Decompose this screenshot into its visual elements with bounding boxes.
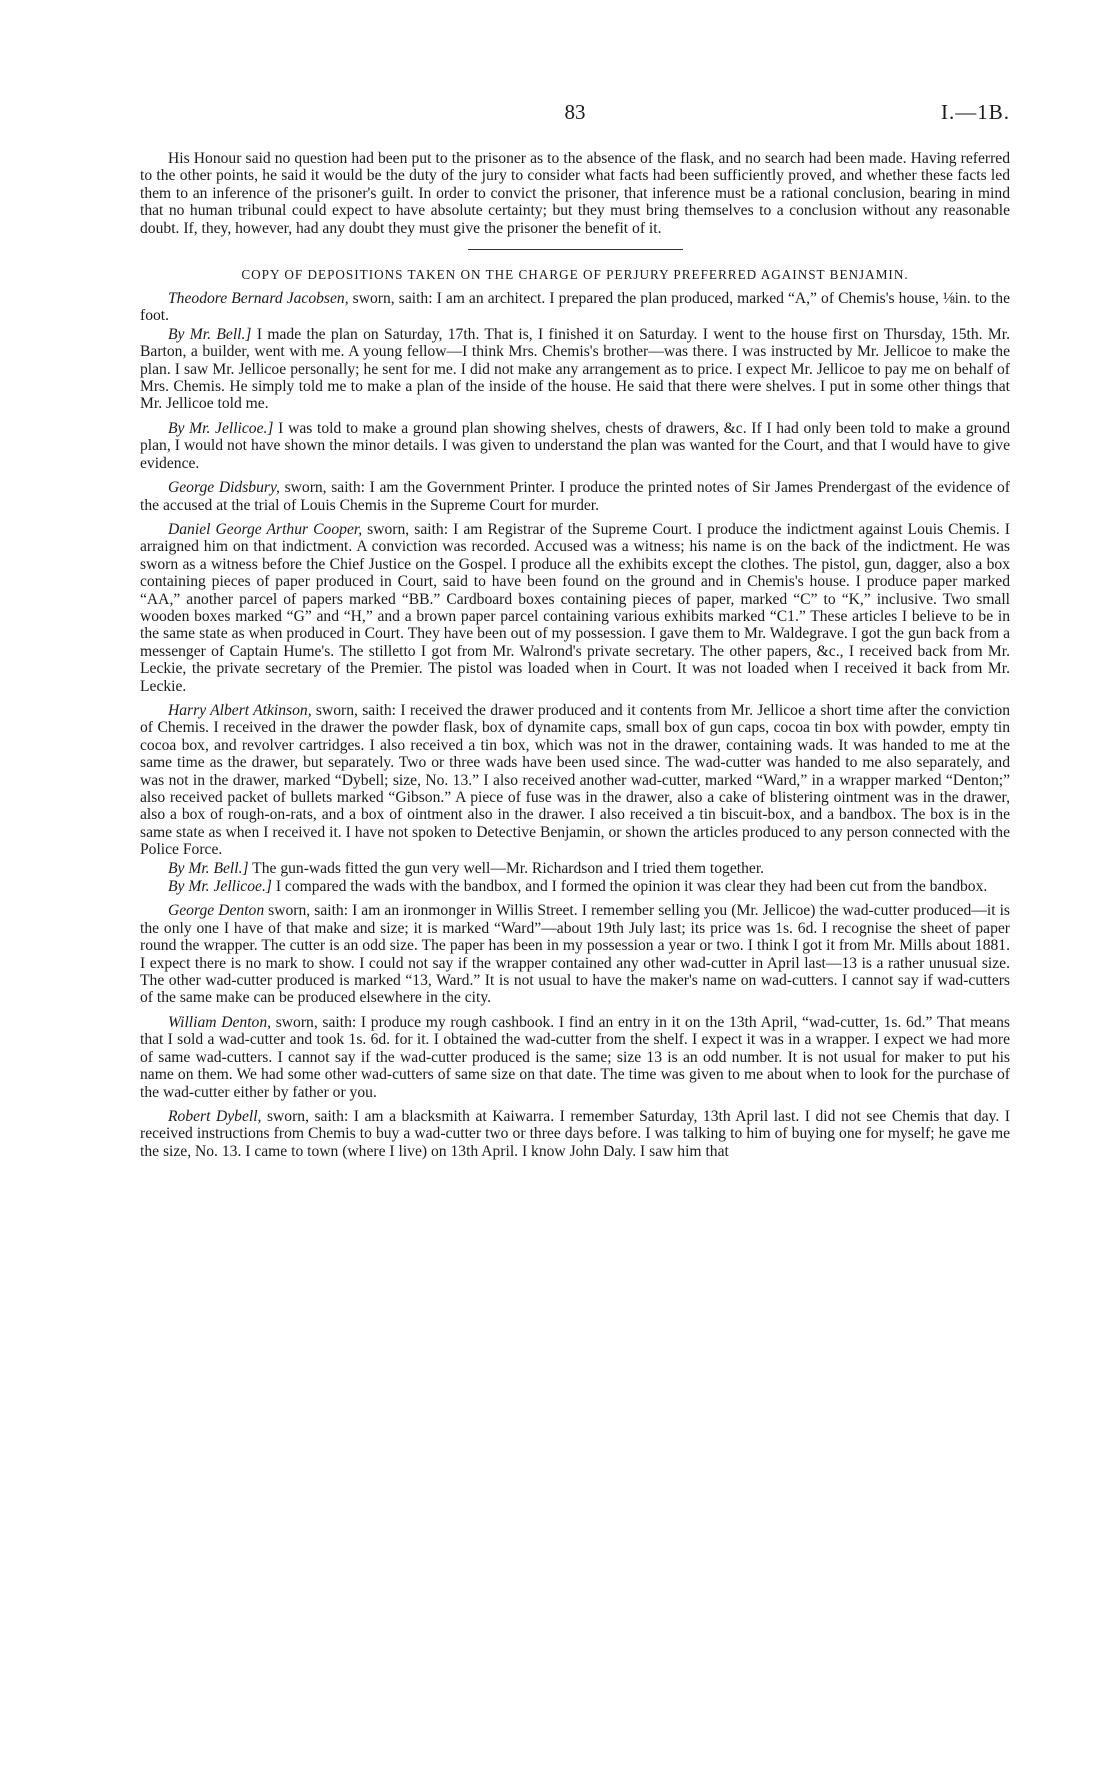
deposition-paragraph [140,860,1010,877]
deposition-text: sworn, saith: I am a blacksmith at Kaiwarra. I remember Saturday, 13th April last. I did not see Chemis that day. I received instructions from Chemis to buy a wad-cutter two or three days before. I was talking to him of buying one for myself; he gave me the size, No. 13. I came to town (where I live) on 13th April. I know John Daly. I saw him that [140,1107,1010,1160]
deposition-paragraph [140,479,1010,514]
speaker-name: Daniel George Arthur Cooper, [168,520,363,538]
deposition-text: sworn, saith: I produce my rough cashbook. I find an entry in it on the 13th April, “wad-cutter, 1s. 6d.” That means that I sold a wad-cutter and took 1s. 6d. for it. I obtained the wad-cutter from the shelf. I expect it was in a wrapper. I expect we had more of same wad-cutters. I cannot say if the wad-cutter produced is the same; size 13 is an odd number. It is not usual for maker to put his name on them. We had some other wad-cutters of same size on that date. The time was given to me about when to look for the purchase of the wad-cutter either by father or you. [140,1013,1010,1101]
deposition-paragraph [140,420,1010,472]
document-code: I.—1B. [941,100,1010,124]
speaker-name: William Denton, [168,1013,272,1031]
deposition-paragraph [140,290,1010,325]
speaker-name: Theodore Bernard Jacobsen, [168,290,349,308]
speaker-name: By Mr. Bell.] [168,859,249,877]
speaker-name: By Mr. Jellicoe.] [168,419,274,437]
deposition-text: sworn, saith: I received the drawer produced and it contents from Mr. Jellicoe a short time after the conviction of Chemis. I received in the drawer the powder flask, box of dynamite caps, small box of gun caps, cocoa tin box with powder, empty tin cocoa box, and revolver cartridges. I also received a tin box, which was not in the drawer, containing wads. It was handed to me at the same time as the drawer, but separately. Two or three wads have been used since. The wad-cutter was handed to me also separately, and was not in the drawer, marked “Dybell; size, No. 13.” I also received another wad-cutter, marked “Ward,” in a wrapper marked “Denton;” also received packet of bullets marked “Gibson.” A piece of fuse was in the drawer, also a cake of blistering ointment was in the drawer, also a box of rough-on-rats, and a box of ointment also in the drawer. I also received a tin biscuit-box, and a bandbox. The box is in the same state as when I received it. I have not spoken to Detective Benjamin, or shown the articles produced to any person connected with the Police Force. [140,701,1010,859]
deposition-paragraph [140,878,1010,895]
deposition-paragraph [140,326,1010,413]
intro-paragraph: His Honour said no question had been put to the prisoner as to the absence of the flask, and no search had been made. Having referred to the other points, he said it would be the duty of the jury to consider what facts had been sufficiently proved, and whether these facts led them to an inference of the prisoner's guilt. In order to convict the prisoner, that inference must be a rational conclusion, bearing in mind that no human tribunal could expect to have absolute certainty; but they must bring themselves to a conclusion without any reasonable doubt. If, they, however, had any doubt they must give the prisoner the benefit of it. [140,150,1010,237]
section-heading: COPY OF DEPOSITIONS TAKEN ON THE CHARGE OF PERJURY PREFERRED AGAINST BENJAMIN. [241,267,909,283]
intro-section [140,150,1010,237]
deposition-paragraph [140,702,1010,859]
deposition-text: I made the plan on Saturday, 17th. That is, I finished it on Saturday. I went to the house first on Thursday, 15th. Mr. Barton, a builder, went with me. A young fellow—I think Mrs. Chemis's brother—was there. I was instructed by Mr. Jellicoe to make the plan. I saw Mr. Jellicoe personally; he sent for me. I did not make any arrangement as to price. I expect Mr. Jellicoe to pay me on behalf of Mrs. Chemis. He simply told me to make a plan of the inside of the house. He said that there were shelves. I put in some other things that Mr. Jellicoe told me. [140,325,1010,413]
deposition-paragraph [140,1014,1010,1101]
deposition-text: sworn, saith: I am Registrar of the Supreme Court. I produce the indictment against Louis Chemis. I arraigned him on that indictment. A conviction was recorded. Accused was a witness; his name is on the back of the indictment. He was sworn as a witness before the Chief Justice on the Gospel. I produce all the exhibits except the clothes. The pistol, gun, dagger, also a box containing pieces of paper produced in Court, said to have been found on the ground and in Chemis's house. I produce paper marked “AA,” another parcel of papers marked “BB.” Cardboard boxes containing pieces of paper, marked “C” to “K,” inclusive. Two small wooden boxes marked “G” and “H,” and a brown paper parcel containing various exhibits marked “C1.” These articles I believe to be in the same state as when produced in Court. They have been out of my possession. I gave them to Mr. Waldegrave. I got the gun back from a messenger of Captain Hume's. The stilletto I got from Mr. Walrond's private secretary. The other papers, &c., I received back from Mr. Leckie, the private secretary of the Premier. The pistol was loaded when in Court. It was not loaded when I received it back from Mr. Leckie. [140,520,1010,695]
speaker-name: George Denton [168,902,265,920]
speaker-name: George Didsbury, [168,479,280,497]
page-header [140,100,1010,134]
speaker-name: By Mr. Jellicoe.] [168,878,272,896]
deposition-text: sworn, saith: I am the Government Printer. I produce the printed notes of Sir James Prendergast of the evidence of the accused at the trial of Louis Chemis in the Supreme Court for murder. [140,479,1010,514]
deposition-paragraph [140,521,1010,695]
deposition-text: I was told to make a ground plan showing shelves, chests of drawers, &c. If I had only been told to make a ground plan, I would not have shown the minor details. I was given to understand the plan was wanted for the Court, and that I would have to give evidence. [140,419,1010,472]
deposition-text: The gun-wads fitted the gun very well—Mr. Richardson and I tried them together. [248,859,765,877]
deposition-text: sworn, saith: I am an ironmonger in Willis Street. I remember selling you (Mr. Jellicoe) the wad-cutter produced—it is the only one I have of that make and size; it is marked “Ward”—about 19th July last; its price was 1s. 6d. I recognise the sheet of paper round the wrapper. The cutter is an odd size. The paper has been in my possession a year or two. I think I got it from Mr. Mills about 1881. I expect there is no mark to show. I could not say if the wrapper contained any other wad-cutter in April last—13 is a rather unusual size. The other wad-cutter produced is marked “13, Ward.” It is not usual to have the maker's name on wad-cutters. I cannot say if wad-cutters of the same make can be produced elsewhere in the city. [140,902,1010,1007]
section-divider [468,249,683,250]
document-page [140,100,1010,1160]
speaker-name: Robert Dybell, [168,1107,262,1125]
deposition-paragraph [140,1108,1010,1160]
deposition-text: sworn, saith: I am an architect. I prepared the plan produced, marked “A,” of Chemis's house, ⅛in. to the foot. [140,290,1010,325]
deposition-paragraph [140,902,1010,1006]
deposition-text: I compared the wads with the bandbox, and I formed the opinion it was clear they had been cut from the bandbox. [271,878,988,896]
speaker-name: Harry Albert Atkinson, [168,701,312,719]
speaker-name: By Mr. Bell.] [168,325,252,343]
depositions-section [140,290,1010,1160]
page-number: 83 [564,100,586,124]
